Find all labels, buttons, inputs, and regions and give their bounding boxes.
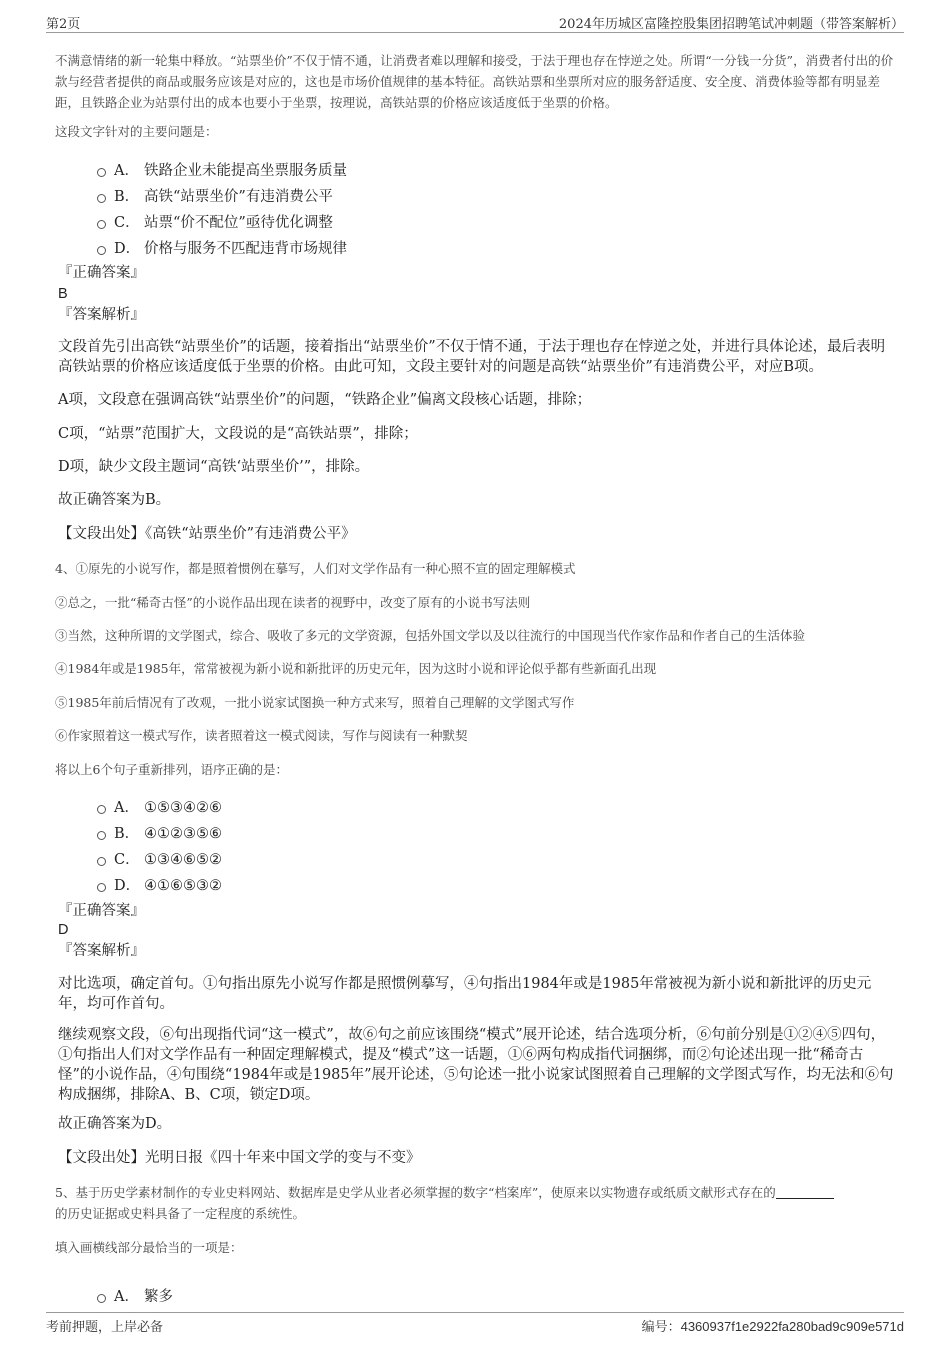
- q3-option-c[interactable]: C． 站票“价不配位”亟待优化调整: [97, 211, 333, 232]
- radio-icon[interactable]: [97, 168, 106, 177]
- q3-question: 这段文字针对的主要问题是：: [55, 124, 218, 139]
- q3-option-d[interactable]: D． 价格与服务不匹配违背市场规律: [97, 237, 347, 258]
- q4-analysis-p3: 故正确答案为D。: [58, 1116, 172, 1132]
- q3-passage: 不满意情绪的新一轮集中释放。“站票坐价”不仅于情不通，让消费者难以理解和接受，于法于理也存在悖逆之处。所谓“一分钱一分货”，消费者付出的价款与经营者提供的商品或服务应该是对应的，这也是市场价值规律的基本特征。高铁站票和坐票所对应的服务舒适度、安全度、消费体验等都有明显差距，且铁路企业为站票付出的成本也要小于坐票，按理说，高铁站票的价格应该适度低于坐票的价格。: [55, 53, 894, 110]
- q4-analysis-p2: 继续观察文段，⑥句出现指代词“这一模式”，故⑥句之前应该围绕“模式”展开论述，结合选项分析，⑥句前分别是①②④⑤四句，①句指出人们对文学作品有一种固定理解模式，提及“模式”这一话题，①⑥两句构成指代词捆绑，而②句论述出现一批“稀奇古怪”的小说作品，④句围绕“1984年或是1985年”展开论述，⑤句论述一批小说家试图照着自己理解的文学图式写作，均无法和⑥句构成捆绑，排除A、B、C项，锁定D项。: [58, 1027, 894, 1103]
- q4-question: 将以上6个句子重新排列，语序正确的是：: [55, 762, 288, 777]
- q5-question: 填入画横线部分最恰当的一项是：: [55, 1240, 243, 1255]
- q3-answer: B: [58, 286, 68, 302]
- document-title: 2024年历城区富隆控股集团招聘笔试冲刺题（带答案解析）: [558, 17, 904, 32]
- q4-source: 【文段出处】光明日报《四十年来中国文学的变与不变》: [58, 1150, 421, 1166]
- q4-sentence-5: ⑤1985年前后情况有了改观，一批小说家试图换一种方式来写，照着自己理解的文学图式写作: [55, 695, 575, 710]
- radio-icon[interactable]: [97, 220, 106, 229]
- radio-icon[interactable]: [97, 246, 106, 255]
- q3-analysis-p3: C项，“站票”范围扩大，文段说的是“高铁站票”，排除；: [58, 426, 418, 442]
- document-id: 编号：4360937f1e2922fa280bad9c909e571d: [641, 1319, 904, 1334]
- q4-sentence-4: ④1984年或是1985年，常常被视为新小说和新批评的历史元年，因为这时小说和评论似乎都有些新面孔出现: [55, 661, 657, 676]
- q5-stem: 5、基于历史学素材制作的专业史料网站、数据库是史学从业者必须掌握的数字“档案库”，使原来以实物遗存或纸质文献形式存在的 的历史证据或史料具备了一定程度的系统性。: [55, 1182, 900, 1224]
- q4-answer: D: [58, 922, 69, 938]
- page-header: [46, 10, 904, 33]
- q3-analysis-label: 『答案解析』: [58, 307, 145, 323]
- fill-blank: [776, 1186, 834, 1199]
- q4-option-a[interactable]: A． ①⑤③④②⑥: [97, 796, 222, 817]
- q4-option-d[interactable]: D． ④①⑥⑤③②: [97, 874, 222, 895]
- page-number: 第2页: [46, 17, 81, 32]
- q4-sentence-6: ⑥作家照着这一模式写作，读者照着这一模式阅读，写作与阅读有一种默契: [55, 728, 468, 743]
- q3-option-a[interactable]: A． 铁路企业未能提高坐票服务质量: [97, 159, 347, 180]
- q4-sentence-2: ②总之，一批“稀奇古怪”的小说作品出现在读者的视野中，改变了原有的小说书写法则: [55, 595, 531, 610]
- q5-option-a[interactable]: A． 繁多: [97, 1285, 173, 1306]
- radio-icon[interactable]: [97, 831, 106, 840]
- q4-answer-label: 『正确答案』: [58, 903, 145, 919]
- q3-analysis-p1: 文段首先引出高铁“站票坐价”的话题，接着指出“站票坐价”不仅于情不通，于法于理也存在悖逆之处，并进行具体论述，最后表明高铁站票的价格应该适度低于坐票的价格。由此可知，文段主要针对的问题是高铁“站票坐价”有违消费公平，对应B项。: [58, 339, 886, 375]
- footer-slogan: 考前押题，上岸必备: [46, 1320, 164, 1335]
- q3-source: 【文段出处】《高铁“站票坐价”有违消费公平》: [58, 526, 356, 542]
- q4-option-b[interactable]: B． ④①②③⑤⑥: [97, 822, 222, 843]
- radio-icon[interactable]: [97, 1294, 106, 1303]
- radio-icon[interactable]: [97, 883, 106, 892]
- q3-analysis-p2: A项，文段意在强调高铁“站票坐价”的问题，“铁路企业”偏离文段核心话题，排除；: [58, 392, 592, 408]
- q3-option-b[interactable]: B． 高铁“站票坐价”有违消费公平: [97, 185, 333, 206]
- radio-icon[interactable]: [97, 857, 106, 866]
- q4-analysis-label: 『答案解析』: [58, 943, 145, 959]
- q4-option-c[interactable]: C． ①③④⑥⑤②: [97, 848, 222, 869]
- radio-icon[interactable]: [97, 805, 106, 814]
- radio-icon[interactable]: [97, 194, 106, 203]
- q3-analysis-p4: D项，缺少文段主题词“高铁‘站票坐价’”，排除。: [58, 459, 370, 475]
- q4-sentence-3: ③当然，这种所谓的文学图式，综合、吸收了多元的文学资源，包括外国文学以及以往流行的中国现当代作家作品和作者自己的生活体验: [55, 628, 806, 643]
- q4-analysis-p1: 对比选项，确定首句。①句指出原先小说写作都是照惯例摹写，④句指出1984年或是1985年常被视为新小说和新批评的历史元年，均可作首句。: [58, 976, 872, 1012]
- q3-answer-label: 『正确答案』: [58, 265, 145, 281]
- page-footer: [46, 1312, 904, 1335]
- q4-sentence-1: 4、①原先的小说写作，都是照着惯例在摹写，人们对文学作品有一种心照不宣的固定理解模式: [55, 561, 576, 576]
- q3-analysis-p5: 故正确答案为B。: [58, 492, 171, 508]
